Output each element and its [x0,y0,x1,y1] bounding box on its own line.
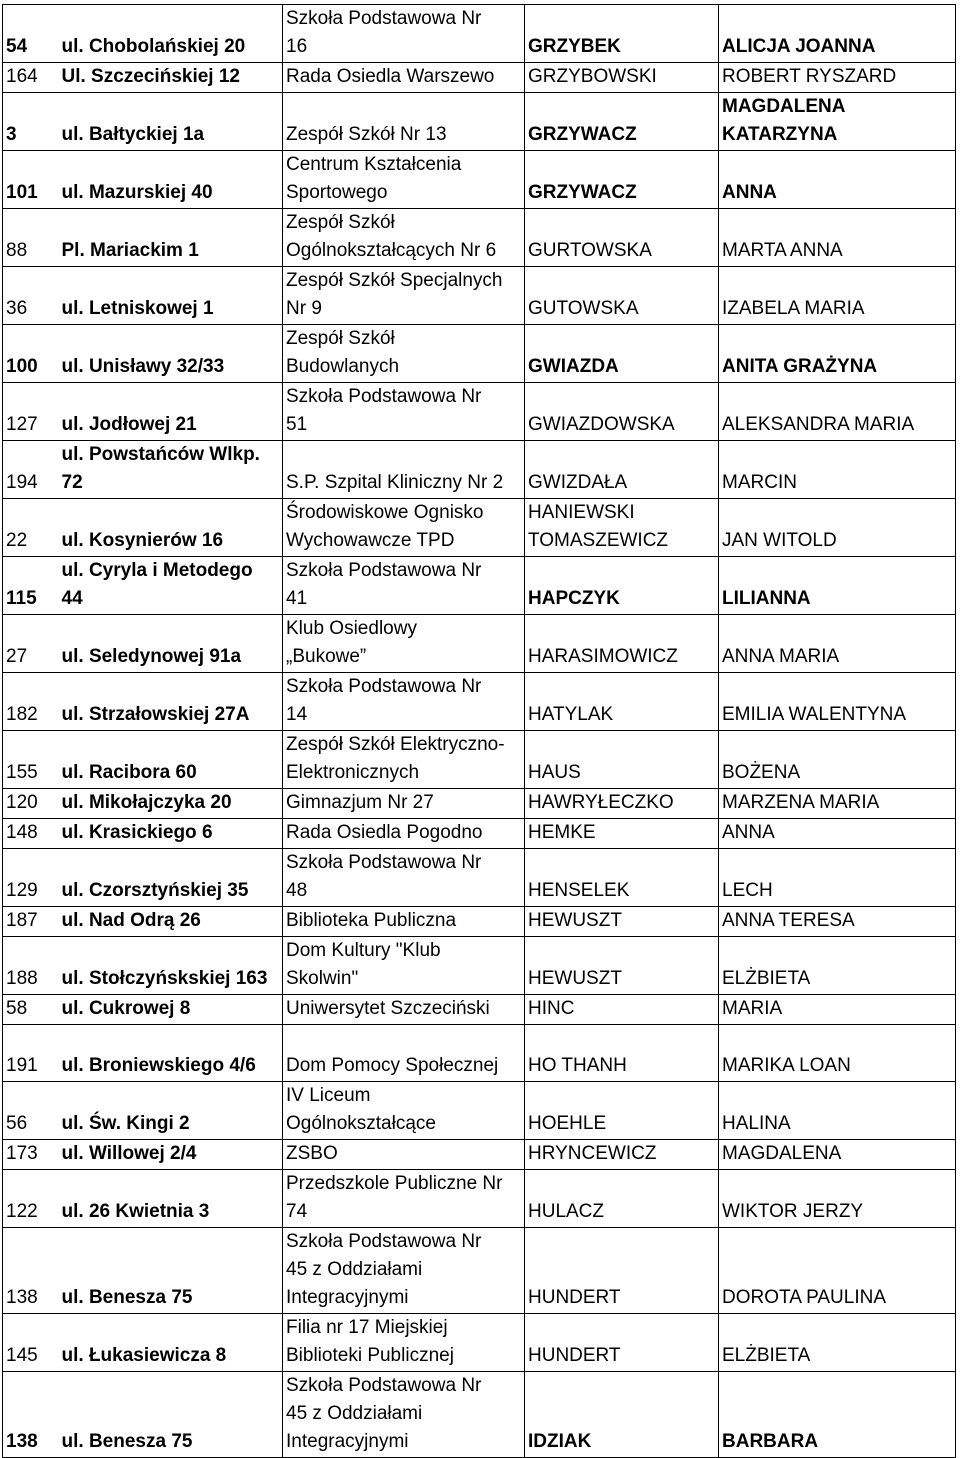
row-number-cell: 164 [3,63,59,93]
address-cell: ul. Łukasiewicza 8 [59,1314,283,1372]
first-name-cell: BARBARA [719,1372,956,1458]
table-row [3,937,956,995]
surname-cell: HINC [525,995,719,1025]
table-row [3,673,956,731]
first-name-cell: ANNA MARIA [719,615,956,673]
address-cell: ul. Św. Kingi 2 [59,1082,283,1140]
address-cell: ul. Nad Odrą 26 [59,907,283,937]
address-cell: ul. Benesza 75 [59,1228,283,1314]
table-row [3,849,956,907]
row-number-cell: 182 [3,673,59,731]
surname-cell: HEMKE [525,819,719,849]
first-name-cell: MARTA ANNA [719,209,956,267]
table-row [3,1082,956,1140]
first-name-cell: ROBERT RYSZARD [719,63,956,93]
row-number-cell: 138 [3,1228,59,1314]
row-number-cell: 129 [3,849,59,907]
institution-cell: Szkoła Podstawowa Nr 45 z Oddziałami Integracyjnymi [283,1372,525,1458]
first-name-cell: IZABELA MARIA [719,267,956,325]
table-row [3,63,956,93]
surname-cell: GRZYBEK [525,5,719,63]
first-name-cell: ANITA GRAŻYNA [719,325,956,383]
address-cell: ul. Czorsztyńskiej 35 [59,849,283,907]
address-cell: ul. 26 Kwietnia 3 [59,1170,283,1228]
surname-cell: HATYLAK [525,673,719,731]
row-number-cell: 187 [3,907,59,937]
institution-cell: Szkoła Podstawowa Nr 16 [283,5,525,63]
surname-cell: HEWUSZT [525,907,719,937]
institution-cell: Środowiskowe Ognisko Wychowawcze TPD [283,499,525,557]
institution-cell: Zespół Szkół Ogólnokształcących Nr 6 [283,209,525,267]
row-number-cell: 101 [3,151,59,209]
table-row [3,1140,956,1170]
table-row [3,267,956,325]
surname-cell: HO THANH [525,1025,719,1082]
row-number-cell: 3 [3,93,59,151]
row-number-cell: 148 [3,819,59,849]
institution-cell: Zespół Szkół Elektryczno- Elektronicznych [283,731,525,789]
institution-cell: Biblioteka Publiczna [283,907,525,937]
institution-cell: Szkoła Podstawowa Nr 45 z Oddziałami Integracyjnymi [283,1228,525,1314]
address-cell: ul. Mazurskiej 40 [59,151,283,209]
address-cell: ul. Cyryla i Metodego 44 [59,557,283,615]
surname-cell: HULACZ [525,1170,719,1228]
first-name-cell: MARCIN [719,441,956,499]
row-number-cell: 194 [3,441,59,499]
institution-cell: Dom Kultury "Klub Skolwin" [283,937,525,995]
row-number-cell: 155 [3,731,59,789]
address-cell: Ul. Szczecińskiej 12 [59,63,283,93]
row-number-cell: 54 [3,5,59,63]
table-row [3,615,956,673]
institution-cell: Uniwersytet Szczeciński [283,995,525,1025]
surname-cell: HUNDERT [525,1314,719,1372]
surname-cell: GWIAZDOWSKA [525,383,719,441]
institution-cell: Rada Osiedla Warszewo [283,63,525,93]
surname-cell: GRZYBOWSKI [525,63,719,93]
institution-cell: S.P. Szpital Kliniczny Nr 2 [283,441,525,499]
first-name-cell: DOROTA PAULINA [719,1228,956,1314]
first-name-cell: MARIA [719,995,956,1025]
table-row [3,731,956,789]
address-cell: ul. Mikołajczyka 20 [59,789,283,819]
first-name-cell: ANNA TERESA [719,907,956,937]
row-number-cell: 56 [3,1082,59,1140]
table-row [3,557,956,615]
surname-cell: HAUS [525,731,719,789]
row-number-cell: 58 [3,995,59,1025]
surname-cell: HEWUSZT [525,937,719,995]
first-name-cell: MAGDALENA [719,1140,956,1170]
row-number-cell: 120 [3,789,59,819]
row-number-cell: 173 [3,1140,59,1170]
surname-cell: HANIEWSKI TOMASZEWICZ [525,499,719,557]
members-table [2,4,956,1458]
first-name-cell: LILIANNA [719,557,956,615]
surname-cell: HOEHLE [525,1082,719,1140]
table-row [3,819,956,849]
first-name-cell: ELŻBIETA [719,1314,956,1372]
table-row [3,209,956,267]
first-name-cell: WIKTOR JERZY [719,1170,956,1228]
table-row [3,499,956,557]
institution-cell: Szkoła Podstawowa Nr 51 [283,383,525,441]
surname-cell: HAPCZYK [525,557,719,615]
first-name-cell: ANNA [719,151,956,209]
table-row [3,1314,956,1372]
first-name-cell: ELŻBIETA [719,937,956,995]
row-number-cell: 88 [3,209,59,267]
row-number-cell: 127 [3,383,59,441]
table-row [3,325,956,383]
first-name-cell: ALICJA JOANNA [719,5,956,63]
table-row [3,1170,956,1228]
surname-cell: HAWRYŁECZKO [525,789,719,819]
address-cell: ul. Bałtyckiej 1a [59,93,283,151]
surname-cell: HUNDERT [525,1228,719,1314]
table-row [3,1228,956,1314]
first-name-cell: MARIKA LOAN [719,1025,956,1082]
first-name-cell: EMILIA WALENTYNA [719,673,956,731]
address-cell: ul. Krasickiego 6 [59,819,283,849]
address-cell: ul. Seledynowej 91a [59,615,283,673]
address-cell: ul. Benesza 75 [59,1372,283,1458]
address-cell: ul. Broniewskiego 4/6 [59,1025,283,1082]
row-number-cell: 27 [3,615,59,673]
row-number-cell: 22 [3,499,59,557]
institution-cell: Gimnazjum Nr 27 [283,789,525,819]
table-row [3,789,956,819]
surname-cell: HRYNCEWICZ [525,1140,719,1170]
address-cell: ul. Kosynierów 16 [59,499,283,557]
address-cell: Pl. Mariackim 1 [59,209,283,267]
first-name-cell: JAN WITOLD [719,499,956,557]
row-number-cell: 145 [3,1314,59,1372]
first-name-cell: ANNA [719,819,956,849]
surname-cell: GWIZDAŁA [525,441,719,499]
institution-cell: IV Liceum Ogólnokształcące [283,1082,525,1140]
table-body [3,5,956,1458]
row-number-cell: 36 [3,267,59,325]
institution-cell: Zespół Szkół Budowlanych [283,325,525,383]
surname-cell: GURTOWSKA [525,209,719,267]
row-number-cell: 138 [3,1372,59,1458]
institution-cell: Szkoła Podstawowa Nr 14 [283,673,525,731]
address-cell: ul. Jodłowej 21 [59,383,283,441]
surname-cell: IDZIAK [525,1372,719,1458]
first-name-cell: LECH [719,849,956,907]
address-cell: ul. Chobolańskiej 20 [59,5,283,63]
institution-cell: Szkoła Podstawowa Nr 48 [283,849,525,907]
row-number-cell: 115 [3,557,59,615]
table-row [3,907,956,937]
institution-cell: Rada Osiedla Pogodno [283,819,525,849]
institution-cell: Filia nr 17 Miejskiej Biblioteki Publicznej [283,1314,525,1372]
institution-cell: ZSBO [283,1140,525,1170]
first-name-cell: MARZENA MARIA [719,789,956,819]
address-cell: ul. Powstańców Wlkp. 72 [59,441,283,499]
first-name-cell: MAGDALENA KATARZYNA [719,93,956,151]
address-cell: ul. Racibora 60 [59,731,283,789]
address-cell: ul. Strzałowskiej 27A [59,673,283,731]
institution-cell: Zespół Szkół Nr 13 [283,93,525,151]
surname-cell: GRZYWACZ [525,151,719,209]
address-cell: ul. Letniskowej 1 [59,267,283,325]
table-row [3,151,956,209]
surname-cell: GWIAZDA [525,325,719,383]
table-row [3,5,956,63]
row-number-cell: 100 [3,325,59,383]
row-number-cell: 191 [3,1025,59,1082]
row-number-cell: 188 [3,937,59,995]
institution-cell: Dom Pomocy Społecznej [283,1025,525,1082]
institution-cell: Centrum Kształcenia Sportowego [283,151,525,209]
institution-cell: Klub Osiedlowy „Bukowe” [283,615,525,673]
table-row [3,995,956,1025]
surname-cell: HARASIMOWICZ [525,615,719,673]
surname-cell: HENSELEK [525,849,719,907]
surname-cell: GRZYWACZ [525,93,719,151]
table-row [3,1372,956,1458]
row-number-cell: 122 [3,1170,59,1228]
table-row [3,441,956,499]
institution-cell: Szkoła Podstawowa Nr 41 [283,557,525,615]
first-name-cell: BOŻENA [719,731,956,789]
first-name-cell: ALEKSANDRA MARIA [719,383,956,441]
address-cell: ul. Cukrowej 8 [59,995,283,1025]
address-cell: ul. Willowej 2/4 [59,1140,283,1170]
surname-cell: GUTOWSKA [525,267,719,325]
address-cell: ul. Unisławy 32/33 [59,325,283,383]
table-row [3,1025,956,1082]
institution-cell: Przedszkole Publiczne Nr 74 [283,1170,525,1228]
institution-cell: Zespół Szkół Specjalnych Nr 9 [283,267,525,325]
table-row [3,383,956,441]
first-name-cell: HALINA [719,1082,956,1140]
table-row [3,93,956,151]
address-cell: ul. Stołczyńskskiej 163 [59,937,283,995]
